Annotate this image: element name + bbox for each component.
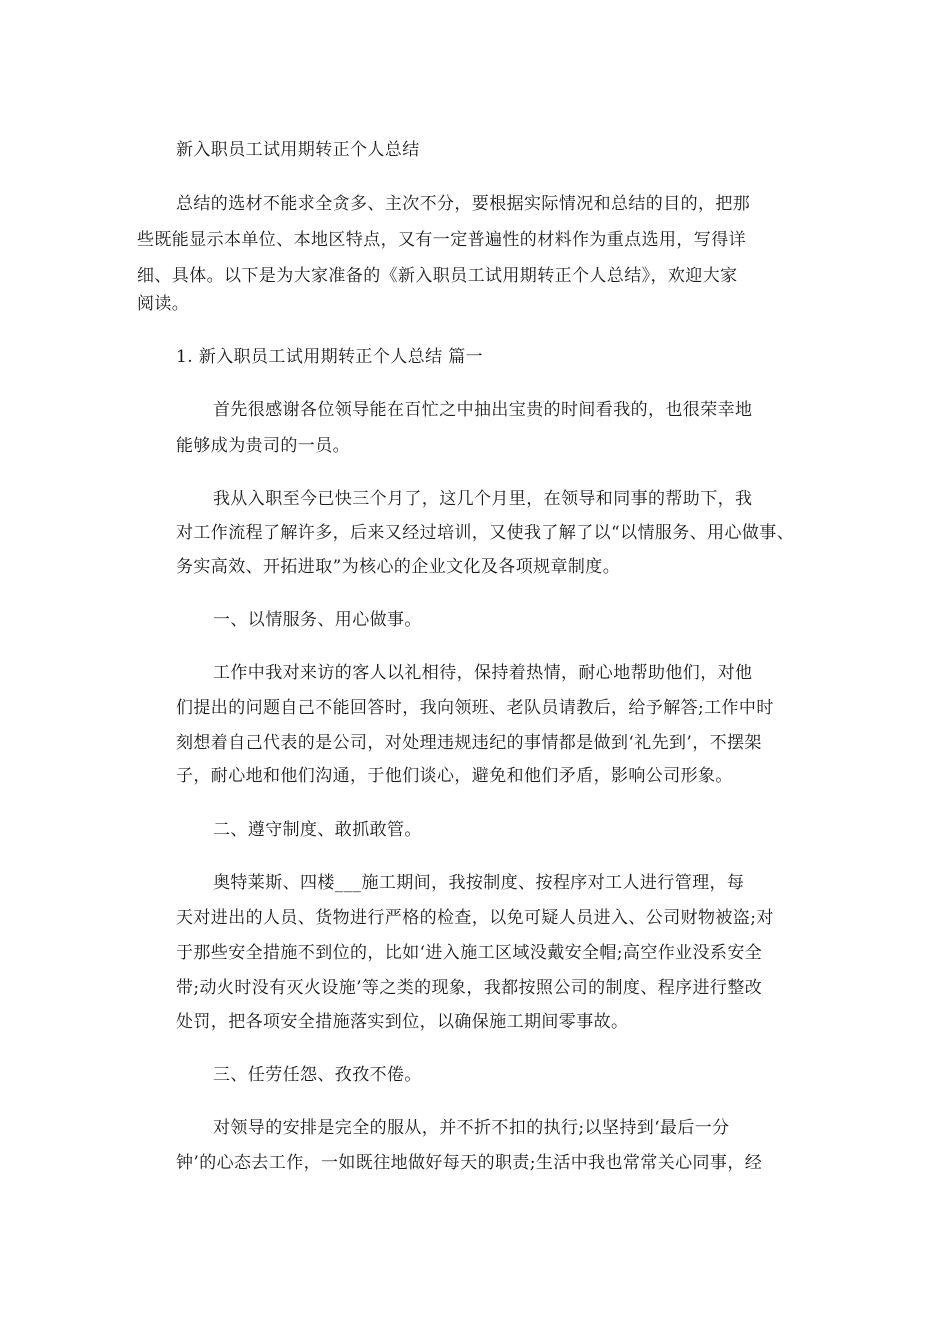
paragraph-line: 们提出的问题自己不能回答时，我向领班、老队员请教后，给予解答;工作中时	[176, 698, 774, 718]
paragraph-line: 对工作流程了解许多，后来又经过培训，又使我了解了以“以情服务、用心做事、	[176, 523, 795, 543]
paragraph-line: 处罚，把各项安全措施落实到位，以确保施工期间零事故。	[176, 1012, 629, 1032]
document-title: 新入职员工试用期转正个人总结	[176, 140, 420, 160]
paragraph-line: 我从入职至今已快三个月了，这几个月里，在领导和同事的帮助下，我	[213, 489, 753, 509]
intro-line: 阅读。	[137, 294, 190, 314]
paragraph-line: 刻想着自己代表的是公司，对处理违规违纪的事情都是做到‘礼先到’，不摆架	[176, 733, 762, 753]
paragraph-line: 天对进出的人员、货物进行严格的检查，以免可疑人员进入、公司财物被盗;对	[176, 908, 774, 928]
paragraph-line: 子，耐心地和他们沟通，于他们谈心，避免和他们矛盾，影响公司形象。	[176, 766, 733, 786]
paragraph-line: 奥特莱斯、四楼___施工期间，我按制度、按程序对工人进行管理，每	[213, 873, 745, 893]
intro-line: 细、具体。以下是为大家准备的《新入职员工试用期转正个人总结》，欢迎大家	[137, 266, 738, 286]
paragraph-line: 首先很感谢各位领导能在百忙之中抽出宝贵的时间看我的，也很荣幸地	[213, 400, 753, 420]
paragraph-line: 带;动火时没有灭火设施’等之类的现象，我都按照公司的制度、程序进行整改	[176, 978, 763, 998]
subheading-2: 二、遵守制度、敢抓敢管。	[213, 820, 422, 840]
paragraph-line: 对领导的安排是完全的服从，并不折不扣的执行;以坚持到‘最后一分	[213, 1118, 730, 1138]
intro-line: 些既能显示本单位、本地区特点，又有一定普遍性的材料作为重点选用，写得详	[137, 230, 746, 250]
intro-line: 总结的选材不能求全贪多、主次不分，要根据实际情况和总结的目的，把那	[176, 194, 751, 214]
paragraph-line: 工作中我对来访的客人以礼相待，保持着热情，耐心地帮助他们，对他	[213, 663, 753, 683]
paragraph-line: 能够成为贵司的一员。	[176, 436, 350, 456]
subheading-1: 一、以情服务、用心做事。	[213, 610, 422, 630]
paragraph-line: 钟’的心态去工作，一如既往地做好每天的职责;生活中我也常常关心同事，经	[176, 1153, 763, 1173]
subheading-3: 三、任劳任怨、孜孜不倦。	[213, 1065, 422, 1085]
paragraph-line: 务实高效、开拓进取”为核心的企业文化及各项规章制度。	[176, 557, 621, 577]
paragraph-line: 于那些安全措施不到位的，比如‘进入施工区域没戴安全帽;高空作业没系安全	[176, 943, 763, 963]
section-heading: 1. 新入职员工试用期转正个人总结 篇一	[176, 347, 484, 367]
